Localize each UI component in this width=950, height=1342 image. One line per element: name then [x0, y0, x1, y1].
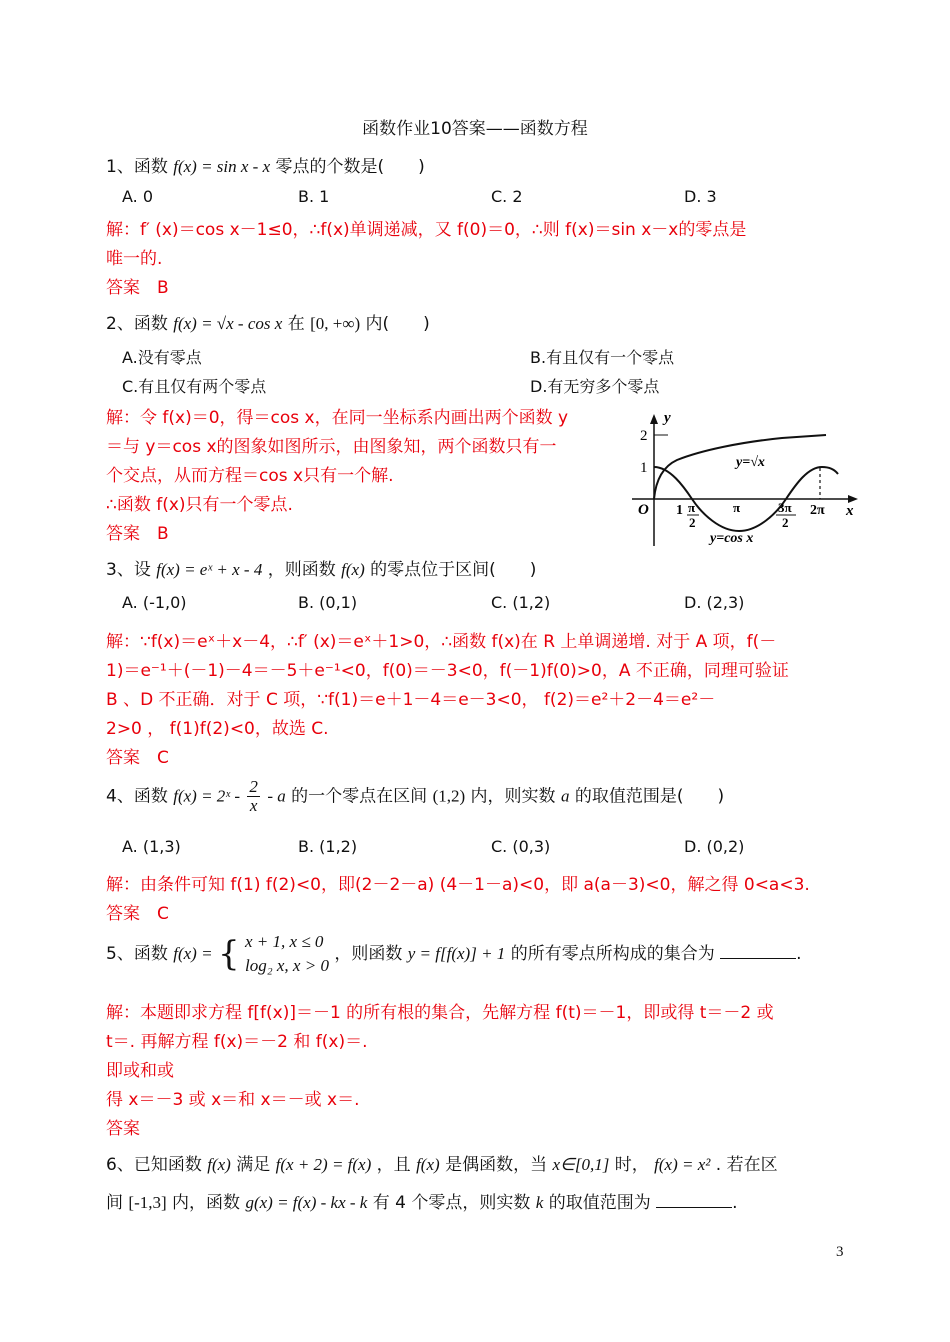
- q4-function-part-2: - a: [267, 786, 286, 806]
- q5-solution-line-4: 得 x＝－3 或 x＝和 x＝－或 x＝.: [106, 1090, 360, 1110]
- q3-option-c: C. (1,2): [491, 593, 551, 612]
- q5-case-1: x + 1, x ≤ 0: [245, 932, 324, 951]
- q6-math-8: k: [535, 1193, 544, 1212]
- x-axis-label: x: [846, 503, 854, 519]
- q2-option-a: A.没有零点: [122, 348, 202, 367]
- sqrt-curve-label: y=√x: [736, 455, 765, 470]
- question-2-stem: [106, 309, 430, 334]
- q2-interval: [0, +∞): [310, 314, 361, 333]
- q3-solution-line-3: B 、D 不正确．对于 C 项，∵f(1)＝e＋1－4＝e－3<0， f(2)＝e²＋2－4＝e²－: [106, 690, 716, 710]
- q1-option-a: A. 0: [122, 187, 154, 206]
- q1-function: f(x) = sin x - x: [173, 157, 271, 176]
- q6-math-7: g(x) = f(x) - kx - k: [245, 1193, 368, 1212]
- q2-function: f(x) = √x - cos x: [173, 314, 283, 333]
- q2-stem-tail: 内( ): [365, 314, 430, 334]
- q6-text-1: 6、已知函数: [106, 1155, 202, 1175]
- page-number: 3: [836, 1244, 844, 1260]
- q3-option-b: B. (0,1): [298, 593, 358, 612]
- q3-option-a: A. (-1,0): [122, 593, 187, 612]
- q6-text-end: .: [732, 1193, 738, 1213]
- q3-function: f(x) = eˣ + x - 4: [156, 560, 263, 579]
- q5-brace-icon: {: [217, 934, 240, 974]
- y-tick-1-label: 1: [640, 460, 648, 476]
- q6-math-5: f(x) = x²: [654, 1155, 711, 1174]
- q3-stem-paren: ( ): [489, 560, 537, 580]
- q4-stem-tail: 内，则实数: [470, 786, 556, 807]
- q6-text-3: ，且: [376, 1155, 411, 1175]
- page-title: 函数作业10答案——函数方程: [362, 119, 588, 139]
- q1-solution-line-2: 唯一的.: [106, 249, 163, 269]
- q1-option-d: D. 3: [684, 187, 717, 206]
- x-tick-pi-label: π: [733, 500, 741, 515]
- q6-text-4: 是偶函数，当: [445, 1155, 548, 1175]
- question-4-stem: [106, 778, 724, 815]
- q6-text-5: 时，: [614, 1155, 649, 1175]
- q2-stem-mid: 在: [287, 314, 305, 334]
- origin-label: O: [638, 502, 649, 518]
- q4-solution-line-1: 解：由条件可知 f(1) f(2)<0，即(2－2－a) (4－1－a)<0，即 a(a－3)<0，解之得 0<a<3.: [106, 875, 810, 895]
- cos-curve-label: y=cos x: [710, 531, 754, 546]
- q1-stem-text: 1、函数: [106, 157, 168, 177]
- q4-function-part-1: f(x) = 2ˣ -: [173, 786, 241, 806]
- q6-text-2: 满足: [236, 1155, 271, 1175]
- x-tick-half-pi-denominator: 2: [689, 515, 696, 530]
- question-6-line-1: [106, 1150, 778, 1175]
- q6-text-6: . 若在区: [715, 1155, 778, 1175]
- x-tick-three-half-pi-numerator: 3π: [778, 500, 792, 515]
- q1-option-c: C. 2: [491, 187, 523, 206]
- q5-piecewise-cases: [245, 930, 329, 978]
- q5-solution-line-3: 即或和或: [106, 1061, 174, 1081]
- q6-text-8: 内，函数: [172, 1193, 241, 1213]
- q6-math-2: f(x + 2) = f(x): [275, 1155, 372, 1174]
- q4-option-c: C. (0,3): [491, 837, 551, 856]
- q3-option-d: D. (2,3): [684, 593, 745, 612]
- q4-stem-text: 4、函数: [106, 786, 168, 807]
- x-axis-arrow-icon: [848, 495, 858, 503]
- q4-option-b: B. (1,2): [298, 837, 358, 856]
- q5-function: f(x) =: [173, 944, 213, 963]
- q6-math-6: [-1,3]: [128, 1193, 167, 1212]
- q6-math-3: f(x): [416, 1155, 440, 1174]
- q5-stem-mid: ，则函数: [334, 944, 403, 964]
- q1-option-b: B. 1: [298, 187, 330, 206]
- x-tick-1-label: 1: [676, 503, 683, 518]
- q1-stem-tail: 零点的个数是( ): [275, 157, 425, 177]
- q5-case-2: log₂ x, x > 0: [245, 956, 329, 975]
- question-1-stem: [106, 152, 425, 177]
- q2-solution-line-4: ∴函数 f(x)只有一个零点.: [106, 495, 293, 515]
- q1-solution-line-1: 解：f′ (x)＝cos x－1≤0，∴f(x)单调递减，又 f(0)＝0，∴则 f(x)＝sin x－x的零点是: [106, 220, 747, 240]
- q4-variable: a: [560, 786, 570, 806]
- q3-solution-line-4: 2>0 ， f(1)f(2)<0，故选 C.: [106, 719, 329, 739]
- q5-function-composite: y = f[f(x)] + 1: [407, 944, 506, 963]
- q4-answer: 答案 C: [106, 904, 169, 924]
- q5-stem-tail: 的所有零点所构成的集合为: [510, 944, 715, 964]
- q2-answer: 答案 B: [106, 524, 169, 544]
- question-5-stem: [106, 930, 802, 978]
- q5-solution-line-2: t＝. 再解方程 f(x)＝－2 和 f(x)＝.: [106, 1032, 368, 1052]
- q4-fraction: [247, 778, 260, 815]
- y-axis-arrow-icon: [650, 414, 658, 424]
- q6-text-9: 有 4 个零点，则实数: [372, 1193, 531, 1213]
- q2-solution-line-2: ＝与 y＝cos x的图象如图所示，由图象知，两个函数只有一: [106, 437, 557, 457]
- question-3-stem: [106, 555, 536, 580]
- q5-stem-text: 5、函数: [106, 944, 168, 964]
- q4-option-d: D. (0,2): [684, 837, 745, 856]
- q3-answer: 答案 C: [106, 748, 169, 768]
- q3-solution-line-1: 解：∵f(x)＝eˣ＋x－4，∴f′ (x)＝eˣ＋1>0，∴函数 f(x)在 R 上单调递增. 对于 A 项，f(－: [106, 632, 777, 652]
- q4-interval: (1,2): [432, 786, 466, 806]
- q2-option-d: D.有无穷多个零点: [530, 377, 660, 396]
- q3-stem-mid: ，则函数: [267, 560, 336, 580]
- q4-option-a: A. (1,3): [122, 837, 181, 856]
- q3-solution-line-2: 1)＝e⁻¹＋(－1)－4＝－5＋e⁻¹<0，f(0)＝－3<0，f(－1)f(0)>0，A 不正确，同理可验证: [106, 661, 789, 681]
- q2-option-c: C.有且仅有两个零点: [122, 377, 267, 396]
- q2-function-graph: [632, 408, 862, 550]
- y-tick-2-label: 2: [640, 428, 648, 444]
- x-tick-three-half-pi-denominator: 2: [782, 515, 789, 530]
- q6-text-7: 间: [106, 1193, 123, 1213]
- q6-text-10: 的取值范围为: [548, 1193, 651, 1213]
- q4-fraction-numerator: 2: [249, 777, 258, 796]
- q5-answer-blank: [720, 958, 796, 959]
- q4-fraction-denominator: x: [249, 796, 258, 815]
- q5-solution-line-1: 解：本题即求方程 f[f(x)]＝－1 的所有根的集合，先解方程 f(t)＝－1，即或得 t＝－2 或: [106, 1003, 774, 1023]
- q2-solution-line-1: 解：令 f(x)＝0，得＝cos x，在同一坐标系内画出两个函数 y: [106, 408, 569, 428]
- q3-stem-text: 3、设: [106, 560, 151, 580]
- q6-math-1: f(x): [207, 1155, 231, 1174]
- q6-answer-blank: [656, 1207, 732, 1208]
- q3-stem-tail: 的零点位于区间: [370, 560, 490, 580]
- y-axis-label: y: [664, 410, 671, 426]
- q4-stem-end: 的取值范围是( ): [574, 786, 725, 807]
- q3-function-ref: f(x): [341, 560, 365, 579]
- q6-math-4: x∈[0,1]: [552, 1155, 610, 1174]
- q5-answer: 答案: [106, 1119, 140, 1139]
- q5-stem-end: .: [796, 944, 802, 964]
- q2-option-b: B.有且仅有一个零点: [530, 348, 675, 367]
- q2-solution-line-3: 个交点，从而方程＝cos x只有一个解.: [106, 466, 394, 486]
- x-tick-two-pi-label: 2π: [810, 503, 825, 518]
- question-6-line-2: [106, 1188, 738, 1213]
- q2-stem-text: 2、函数: [106, 314, 168, 334]
- q1-answer: 答案 B: [106, 278, 169, 298]
- x-tick-half-pi-numerator: π: [688, 500, 696, 515]
- q4-stem-mid: 的一个零点在区间: [291, 786, 428, 807]
